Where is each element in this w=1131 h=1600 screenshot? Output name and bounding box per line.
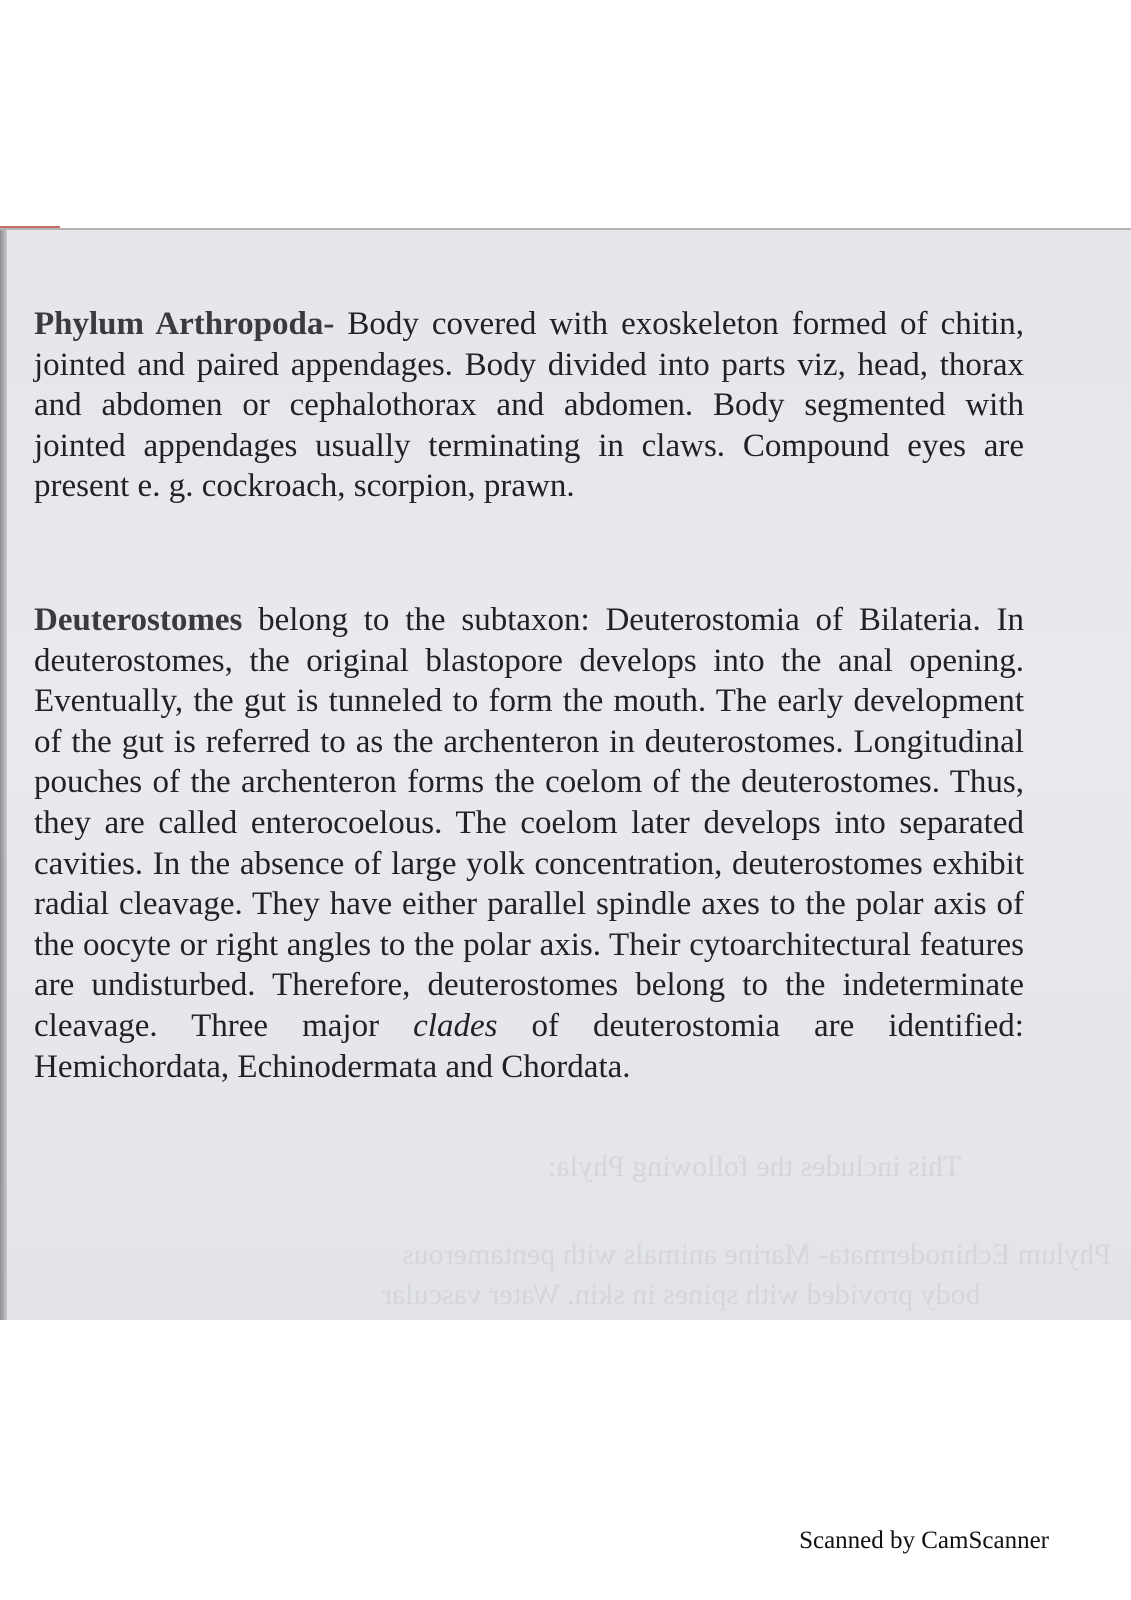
term-heading: Phylum Arthropoda- [34,306,335,342]
bleed-through-line: This includes the following Phyla: [547,1150,961,1183]
bleed-through-line: body provided with spines in skin. Water vascular [382,1278,981,1311]
italic-term: clades [413,1007,498,1044]
paragraph-deuterostomes [34,600,1024,1087]
paragraph-text: belong to the subtaxon: Deuterostomia of Bilateria. In deuterostomes, the original blastopore develops into the anal opening. Eventually, the gut is tunneled to form the mouth. The early development of the gut is referred to as the archenteron in deuterostomes. Longitudinal pouches of the archenteron forms the coelom of the deuterostomes. Thus, they are called enterocoelous. The coelom later develops into separated cavities. In the absence of large yolk concentration, deuterostomes exhibit radial cleavage. They have either parallel spindle axes to the polar axis of the oocyte or right angles to the polar axis. Their cytoarchitectural features are undisturbed. Therefore, deuterostomes belong to the indeterminate cleavage. Three major [34,602,1024,1044]
paragraph-arthropoda [34,304,1024,507]
bleed-through-line: Phylum Echinodermata- Marine animals with pentamerous [402,1238,1111,1271]
scanner-watermark: Scanned by CamScanner [799,1527,1049,1554]
term-heading: Deuterostomes [34,602,243,638]
paragraph-text: Body covered with exoskeleton formed of chitin, jointed and paired appendages. Body divided into parts viz, head, thorax and abdomen or cephalothorax and abdomen. Body segmented with jointed appendages usually terminating in claws. Compound eyes are present e. g. cockroach, scorpion, prawn. [34,306,1024,505]
paragraph-text: of deuterostomia are identified: Hemichordata, Echinodermata and Chordata. [34,1007,1024,1085]
